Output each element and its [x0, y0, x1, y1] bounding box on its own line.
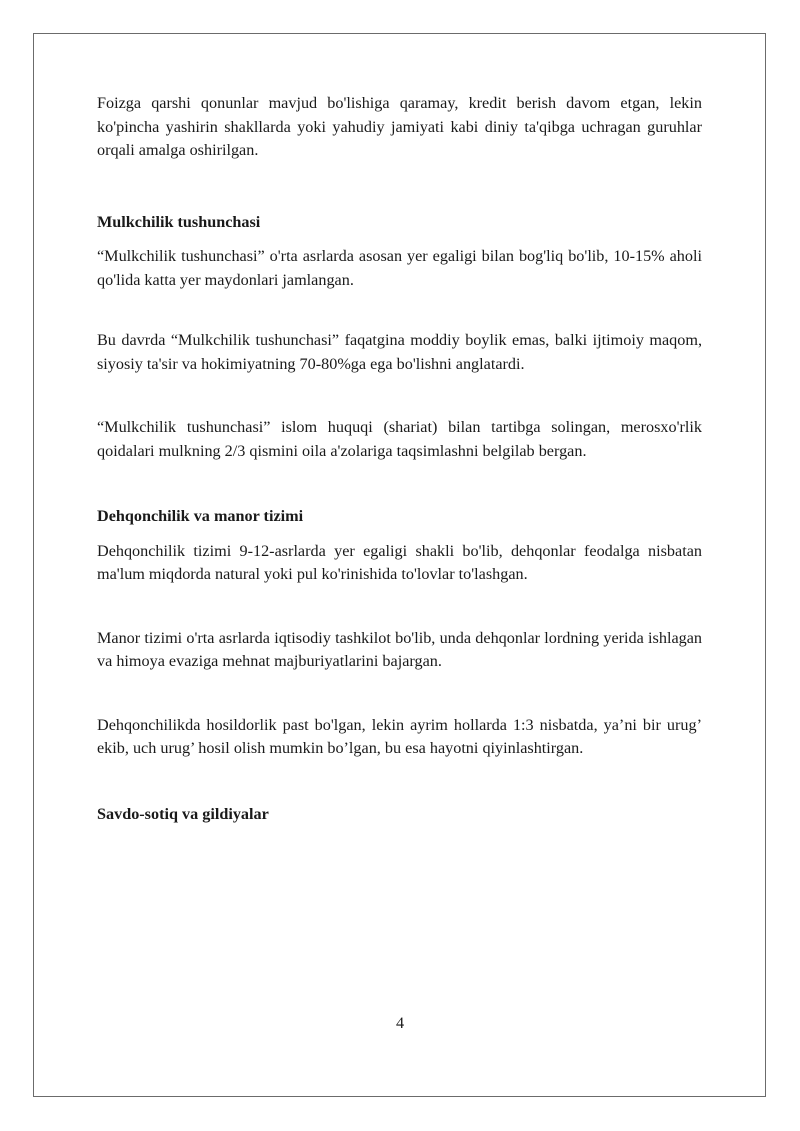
- heading-farming-manor: Dehqonchilik va manor tizimi: [97, 507, 304, 525]
- heading-property-concept: Mulkchilik tushunchasi: [97, 212, 261, 231]
- paragraph-farming-yield: Dehqonchilikda hosildorlik past bo'lgan, lekin ayrim hollarda 1:3 nisbatda, ya’ni bir urug’ ekib, uch urug’ hosil olish mumkin bo’lgan, bu esa hayotni qiyinlashtirgan.: [97, 715, 702, 757]
- heading-trade-guilds: Savdo-sotiq va gildiyalar: [97, 804, 269, 823]
- paragraph-manor-system: Manor tizimi o'rta asrlarda iqtisodiy tashkilot bo'lib, unda dehqonlar lordning yerida ishlagan va himoya evaziga mehnat majburiyatlarini bajargan.: [97, 628, 702, 670]
- document-body: [97, 92, 702, 826]
- paragraph-property-land: “Mulkchilik tushunchasi” o'rta asrlarda asosan yer egaligi bilan bog'liq bo'lib, 10-15% aholi qo'lida katta yer maydonlari jamlangan.: [97, 247, 702, 289]
- paragraph-property-sharia: “Mulkchilik tushunchasi” islom huquqi (shariat) bilan tartibga solingan, merosxo'rlik qoidalari mulkning 2/3 qismini oila a'zolariga taqsimlashni belgilab bergan.: [97, 418, 702, 460]
- paragraph-farming-system: Dehqonchilik tizimi 9-12-asrlarda yer egaligi shakli bo'lib, dehqonlar feodalga nisbatan ma'lum miqdorda natural yoki pul ko'rinishida to'lovlar to'lashgan.: [97, 541, 702, 583]
- paragraph-property-status: Bu davrda “Mulkchilik tushunchasi” faqatgina moddiy boylik emas, balki ijtimoiy maqom, siyosiy ta'sir va hokimiyatning 70-80%ga ega bo'lishni anglatardi.: [97, 331, 702, 373]
- page-number: 4: [395, 1014, 405, 1032]
- paragraph-usury-laws: Foizga qarshi qonunlar mavjud bo'lishiga qaramay, kredit berish davom etgan, lekin ko'pincha yashirin shakllarda yoki yahudiy jamiyati kabi diniy ta'qibga uchragan guruhlar orqali amalga oshirilgan.: [97, 94, 702, 159]
